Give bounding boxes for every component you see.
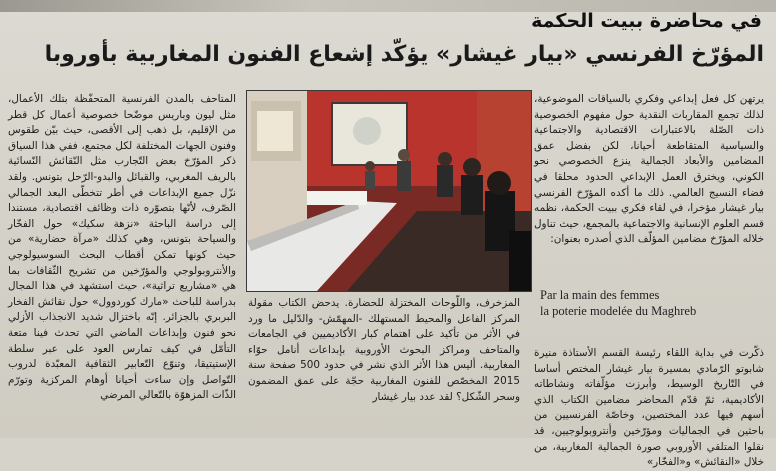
article-headline: المؤرّخ الفرنسي «بيار غيشار» يؤكّد إشعاع الفنون المغاربية بأوروبا — [44, 42, 764, 67]
book-title-line-2: la poterie modelée du Maghreb — [540, 304, 697, 318]
book-title-line-1: Par la main des femmes — [540, 288, 660, 302]
column-right-text: يرتهن كل فعل إبداعي وفكري بالسياقات الموضوعية، لذلك تجمع المقاربات النقدية حول مفهوم الخصوصية ذات الصّلة بالاعتبارات الاقتصادية والاجتماعية والسياسية المتقاطعة أحيانا، لكن بفضل عمق المضامين والأبعاد الجمالية ينزع الخصوصي نحو الكوني، ويخترق العمل الإبداعي الحدود محلقا في فضاء النسيج العالمي. ذلك ما أكده المؤرّخ الفرنسي بيار غيشار مؤخرا، في لقاء فكري ببيت الحكمة، نظمه قسم العلوم الإنسانية والاجتماعية بالمجمع، حيث تناول خلاله المؤرّخ مضامين المؤلّف الذي أصدره بعنوان: — [534, 93, 764, 246]
article-column-right-bottom — [534, 346, 764, 469]
column-middle-text: المزخرف، واللّوحات المختزلة للحضارة. يدحض الكتاب مقولة المركز الفاعل والمحيط المستهلك -المهمّش- والدّليل ما ورد في الأثر من تأكيد على اهتمام كبار الأكاديميين في الجامعات والمتاحف ومراكز البحوث الأوروبية بإبداعات أنامل حوّاء المغاربية. أليس هذا الأثر الذي نشر في حدود 500 صفحة سنة 2015 المخصّص للفنون المغاربية حجّة على عمق المضمون وسحر الشّكل؟ لقد عدد بيار غيشار — [248, 297, 520, 403]
column-right-bottom-text: ذكّرت في بداية اللقاء رئيسة القسم الأستاذة منيرة شابوتو الرّمادي بمسيرة بيار غيشار المختص أساسا في التّاريخ الوسيط، وأبرزت مؤلّفاته ونشاطاته الأكاديمية، ثمّ قدّم المحاضر مضامين الكتاب الذي أسهم فيها عدد المختصين، وخاصّة الفرنسيين من باحثين في الجماليات ومؤرّخين وأنتروبولوجيين، قد نقلوا المتلقي الأوروبي صورة الجمالية المغاربية، من خلال «النقائش» و«الفخّار» — [534, 347, 764, 469]
article-kicker: في محاضرة ببيت الحكمة — [531, 10, 762, 32]
article-column-middle — [248, 296, 520, 432]
article-column-right — [534, 92, 764, 280]
lecture-photo — [246, 90, 532, 292]
column-left-text: المتاحف بالمدن الفرنسية المتحفّظة بتلك الأعمال، مثل ليون وباريس موضّحا خصوصية أعمال كل قطر من الإقليم، بل ذهب إلى الأقصى، حيث بيّن طقوس وفنون الجهات المختلفة لكل مجتمع، ففي هذا السياق ذكر المؤرّخ بعض التّجارب مثل النّقائش النّسائية بالريف المغربي، والقبائل والبدو-الرّحل بتونس. ولقد نزّل جميع الإبداعات في أطر تتخطّى البعد الجمالي الصّرف، لأنّها بتصوّره ذات وظائف اقتصادية، مستندا إلى دراسة الباحثة «نزهة سكيك» حول الفخّار والسياحة بتونس، وهي كذلك «مرآة حضارية» من حيث كونها تمكن أقطاب البحث السوسيولوجي والأنتروبولوجي والمؤرّخين من تشريح الثّقافات بما هي «مشاريع تراثية»، حيث استشهد في هذا المجال بدراسة للباحث «مارك كوردوول» حول نقائش الفخار البربري بالجزائر. إنّه باختزال شديد الانجذاب الأزلي نحو فنون وإبداعات الماضي التي تحدث فينا متعة التأمّل في كيف تمارس العود على عبر سلطة الإستيتيقا، وتنوّع التّعابير الثقافية المعبّدة لدروب التّواصل وإن ساءت أحيانا أوهام المركزية وتورّم الذّات المزهوّة بالتّعالي المرضي — [8, 93, 236, 402]
book-title — [540, 287, 756, 319]
lecture-photo-illustration — [247, 91, 531, 291]
article-column-left — [8, 92, 236, 432]
